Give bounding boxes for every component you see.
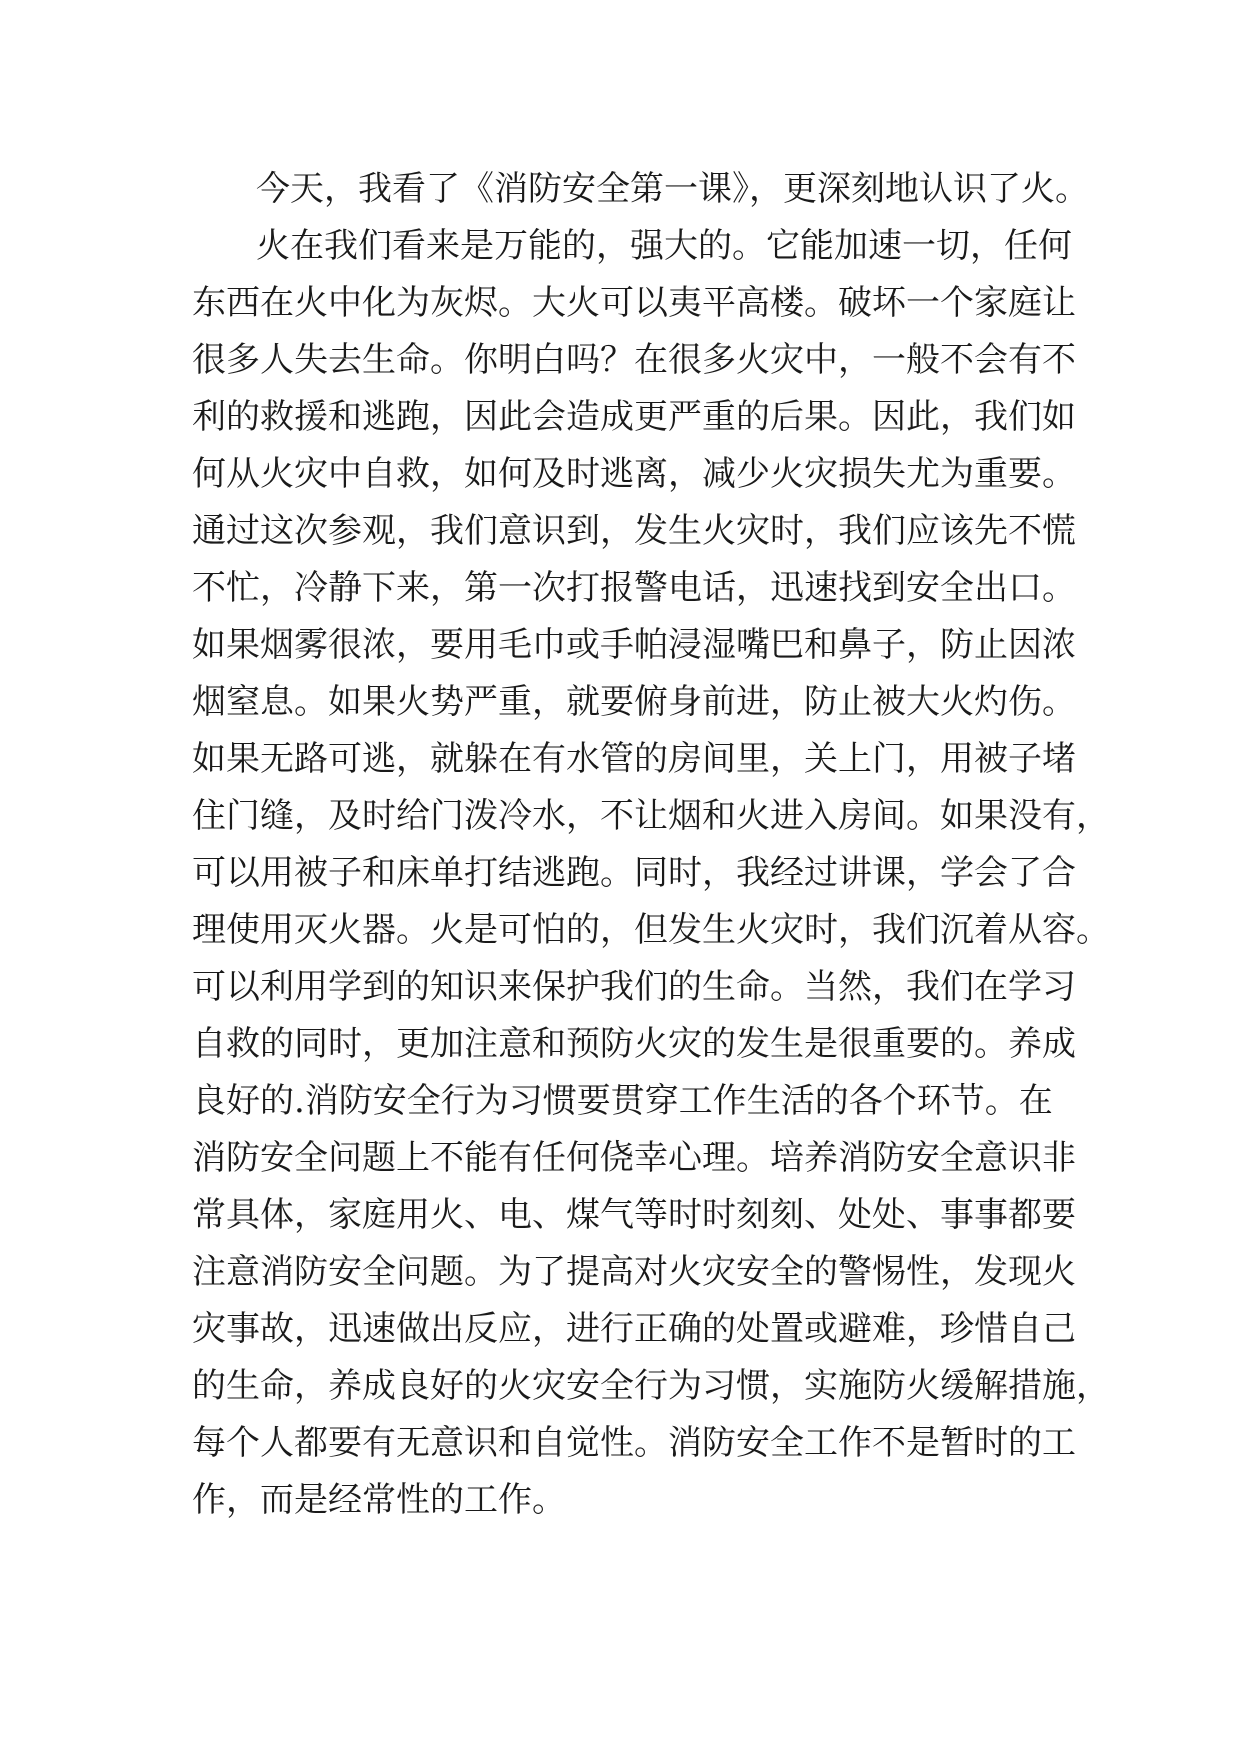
text-line-22: 的生命，养成良好的火灾安全行为习惯，实施防火缓解措施， xyxy=(192,1366,1110,1406)
text-line-17: 良好的.消防安全行为习惯要贯穿工作生活的各个环节。在 xyxy=(192,1081,1053,1121)
text-line-13: 可以用被子和床单打结逃跑。同时，我经过讲课，学会了合 xyxy=(192,853,1076,893)
text-line-3: 东西在火中化为灰烬。大火可以夷平高楼。破坏一个家庭让 xyxy=(192,283,1076,323)
text-line-4: 很多人失去生命。你明白吗？在很多火灾中，一般不会有不 xyxy=(192,340,1076,380)
text-line-18: 消防安全问题上不能有任何侥幸心理。培养消防安全意识非 xyxy=(192,1138,1076,1178)
text-line-10: 烟窒息。如果火势严重，就要俯身前进，防止被大火灼伤。 xyxy=(192,682,1076,722)
text-line-15: 可以利用学到的知识来保护我们的生命。当然，我们在学习 xyxy=(192,967,1076,1007)
text-line-20: 注意消防安全问题。为了提高对火灾安全的警惕性，发现火 xyxy=(192,1252,1076,1292)
text-line-11: 如果无路可逃，就躲在有水管的房间里，关上门，用被子堵 xyxy=(192,739,1076,779)
text-line-8: 不忙，冷静下来，第一次打报警电话，迅速找到安全出口。 xyxy=(192,568,1076,608)
text-line-12: 住门缝，及时给门泼冷水，不让烟和火进入房间。如果没有， xyxy=(192,796,1110,836)
text-line-19: 常具体，家庭用火、电、煤气等时时刻刻、处处、事事都要 xyxy=(192,1195,1076,1235)
text-line-14: 理使用灭火器。火是可怕的，但发生火灾时，我们沉着从容。 xyxy=(192,910,1110,950)
text-line-23: 每个人都要有无意识和自觉性。消防安全工作不是暂时的工 xyxy=(192,1423,1076,1463)
text-line-16: 自救的同时，更加注意和预防火灾的发生是很重要的。养成 xyxy=(192,1024,1076,1064)
text-line-9: 如果烟雾很浓，要用毛巾或手帕浸湿嘴巴和鼻子，防止因浓 xyxy=(192,625,1076,665)
text-line-5: 利的救援和逃跑，因此会造成更严重的后果。因此，我们如 xyxy=(192,397,1076,437)
text-line-6: 何从火灾中自救，如何及时逃离，减少火灾损失尤为重要。 xyxy=(192,454,1076,494)
text-line-2: 火在我们看来是万能的，强大的。它能加速一切，任何 xyxy=(256,226,1072,266)
text-line-1: 今天，我看了《消防安全第一课》，更深刻地认识了火。 xyxy=(256,169,1089,209)
text-line-21: 灾事故，迅速做出反应，进行正确的处置或避难，珍惜自己 xyxy=(192,1309,1076,1349)
text-line-7: 通过这次参观，我们意识到，发生火灾时，我们应该先不慌 xyxy=(192,511,1076,551)
text-line-24: 作，而是经常性的工作。 xyxy=(192,1480,566,1520)
